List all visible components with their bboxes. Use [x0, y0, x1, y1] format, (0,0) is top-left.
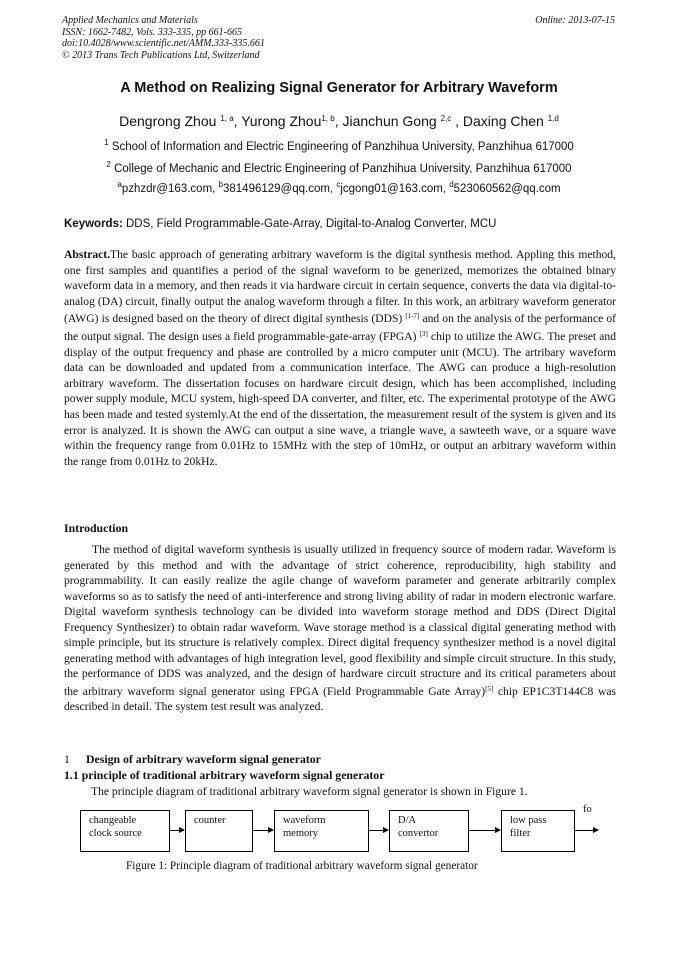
arrow-connector: [170, 830, 184, 831]
keywords-label: Keywords:: [64, 218, 123, 230]
section-heading-introduction: Introduction: [64, 521, 129, 535]
affiliation: $^1$ School of Information and Electric Engineering of Panzhihua University, Panzhihua 617000: [104, 138, 574, 153]
online-date: Online: 2013-07-15: [535, 15, 615, 26]
arrow-connector: [253, 830, 273, 831]
diagram-box-clock-source: changeable clock source: [80, 810, 170, 852]
email: 381496129@qq.com: [223, 183, 330, 195]
arrow-connector: [369, 830, 388, 831]
keywords-text: DDS, Field Programmable-Gate-Array, Digital-to-Analog Converter, MCU: [126, 218, 497, 230]
figure-caption: Figure 1: Principle diagram of traditional arbitrary waveform signal generator: [126, 860, 478, 872]
copyright-line: © 2013 Trans Tech Publications Ltd, Switzerland: [62, 49, 260, 61]
section-heading-1-1: 1.1 principle of traditional arbitrary waveform signal generator: [64, 768, 385, 782]
email: jcgong01@163.com: [340, 183, 443, 195]
doi-line: doi:10.4028/www.scientific.net/AMM.333-335.661: [62, 38, 265, 49]
journal-header: [62, 15, 265, 61]
abstract-label: Abstract.: [64, 248, 111, 261]
email: pzhzdr@163.com: [121, 183, 213, 195]
figure-intro-sentence: The principle diagram of traditional arbitrary waveform signal generator is shown in Figure 1.: [91, 785, 528, 798]
author: Jianchun Gong $^{2,c}$ ,: [342, 113, 463, 129]
output-label: fo: [583, 804, 592, 815]
citation: [5]: [485, 684, 494, 693]
author: Yurong Zhou$^{1, b}$,: [241, 113, 343, 129]
author: Daxing Chen $^{1,d}$: [462, 113, 559, 129]
section-heading-1: 1 Design of arbitrary waveform signal generator: [64, 752, 321, 766]
introduction-text: The method of digital waveform synthesis is usually utilized in frequency source of modern radar. Waveform is generated by this method and with the advantage of strict coherence, reproducibility, high stability and programmability. It can easily realize the agile change of waveform parameter and generate arbitrarily complex waveforms so as to satisfy the need of anti-interference and strong living ability of radar in modern electronic warfare. Digital waveform synthesis technology can be divided into waveform storage method and DDS (Direct Digital Frequency Synthesizer) to obtain radar waveform. Wave storage method is a classical digital generating method with simple principle, but its structure is relatively complex. Direct digital frequency synthesizer method is a novel digital generating method with advantages of high integration level, good flexibility and simple circuit structure. In this study, the performance of DDS was analyzed, and the design of hardware circuit structure and its critical parameters about the arbitrary waveform signal generator using FPGA (Field Programmable Gate Array)[5] chip EP1C3T144C8 was described in detail. The system test result was analyzed.: [64, 543, 616, 714]
issn-line: ISSN: 1662-7482, Vols. 333-335, pp 661-665: [62, 26, 242, 38]
email: 523060562@qq.com: [453, 183, 561, 195]
author: Dengrong Zhou $^{1, a}$,: [119, 113, 242, 129]
keywords: [64, 218, 616, 230]
affiliation: $^2$ College of Mechanic and Electric Engineering of Panzhihua University, Panzhihua 617000: [106, 160, 572, 175]
block-diagram: [0, 800, 678, 860]
journal-name: Applied Mechanics and Materials: [62, 15, 198, 26]
diagram-box-waveform-memory: waveform memory: [274, 810, 369, 852]
abstract: Abstract.The basic approach of generating arbitrary waveform is the digital synthesis method. Appling this method, one first samples and quantifies a period of the signal waveform to be generized, memorizes the obtained binary waveform data in a memory, and then reads it via hardware circuit in certain sequence, converts the data via digital-to-analog (DA) circuit, finally output the analog waveform through a filter. In this work, an arbitrary waveform generator (AWG) is designed based on the theory of direct digital synthesis (DDS) [1-7] and on the analysis of the performance of the output signal. The design uses a field programmable-gate-array (FPGA) [3] chip to utilize the AWG. The preset and display of the output frequency and phase are controlled by a micro computer unit (MCU). The artribary waveform data can be downloaded and updated from a communication interface. The AWG can produce a high-resolution arbitrary waveform. The dissertation focuses on hardware circuit design, which has been accomplished, including power supply module, MCU system, high-speed DA converter, and filter, etc. The experimental prototype of the AWG has been made and tested systemly.At the end of the dissertation, the measurement result of the system is given and its error is analyzed. It is shown the AWG can output a sine wave, a triangle wave, a sawteeth wave, or a square wave within the frequency range from 0.01Hz to 15MHz with the step of 10mHz, or output an arbitrary waveform within the range from 0.01Hz to 20kHz.: [64, 248, 616, 468]
citation: [3]: [419, 329, 428, 338]
arrow-output: [575, 830, 598, 831]
author-list: [0, 113, 678, 129]
diagram-box-da-convertor: D/A convertor: [389, 810, 469, 852]
arrow-connector: [469, 830, 500, 831]
diagram-box-counter: counter: [185, 810, 253, 852]
citation: [1-7]: [405, 312, 420, 321]
paper-title: A Method on Realizing Signal Generator for Arbitrary Waveform: [120, 80, 558, 96]
email-list: $^a$pzhzdr@163.com, $^b$381496129@qq.com, $^c$jcgong01@163.com, $^d$523060562@qq.com: [117, 180, 561, 195]
diagram-box-low-pass-filter: low pass filter: [501, 810, 575, 852]
